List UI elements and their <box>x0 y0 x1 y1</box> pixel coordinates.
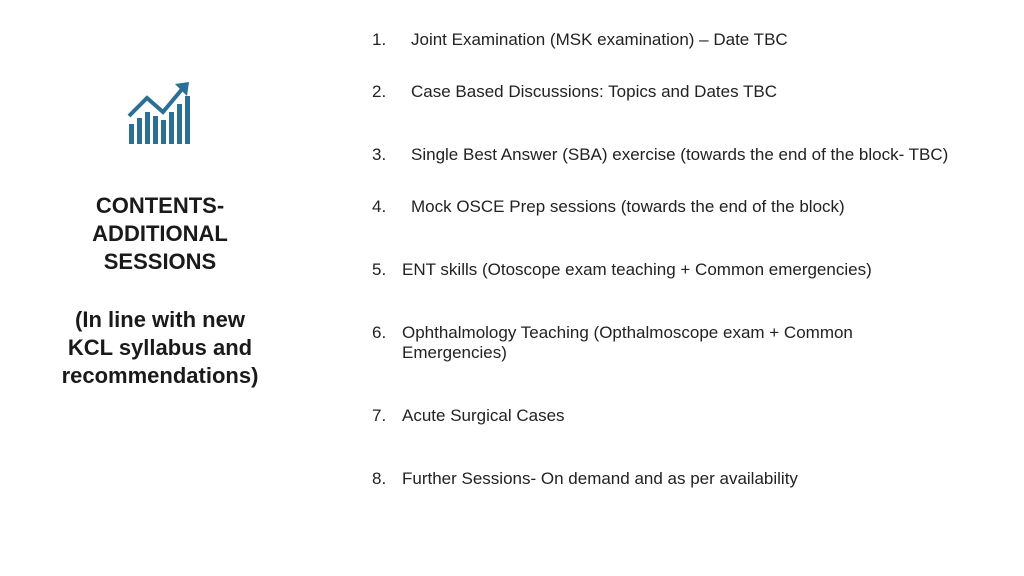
subtitle-line: KCL syllabus and <box>67 335 253 360</box>
chart-growth-icon <box>127 80 193 146</box>
page-subtitle <box>30 306 290 390</box>
item-number: 5. <box>372 260 387 279</box>
item-text: Case Based Discussions: Topics and Dates TBC <box>411 82 777 101</box>
subtitle-line: (In line with new <box>75 307 245 332</box>
item-number: 1. <box>372 30 387 49</box>
item-number: 2. <box>372 82 387 101</box>
item-number: 6. <box>372 323 387 342</box>
item-text: Mock OSCE Prep sessions (towards the end of the block) <box>411 197 845 216</box>
item-number: 3. <box>372 145 387 164</box>
item-number: 8. <box>372 469 387 488</box>
item-number: 7. <box>372 406 387 425</box>
item-text: ENT skills (Otoscope exam teaching + Common emergencies) <box>402 260 872 279</box>
item-text: Ophthalmology Teaching (Opthalmoscope exam + Common Emergencies) <box>402 323 853 362</box>
sidebar <box>30 80 290 390</box>
title-line: CONTENTS- <box>95 193 225 218</box>
subtitle-line: recommendations) <box>61 363 259 388</box>
item-text: Further Sessions- On demand and as per availability <box>402 469 798 488</box>
item-text: Acute Surgical Cases <box>402 406 565 425</box>
title-line: ADDITIONAL <box>92 221 228 246</box>
title-line: SESSIONS <box>103 249 217 274</box>
item-text: Joint Examination (MSK examination) – Date TBC <box>411 30 788 49</box>
item-number: 4. <box>372 197 387 216</box>
page-title <box>30 192 290 276</box>
item-text: Single Best Answer (SBA) exercise (towards the end of the block- TBC) <box>411 145 949 164</box>
